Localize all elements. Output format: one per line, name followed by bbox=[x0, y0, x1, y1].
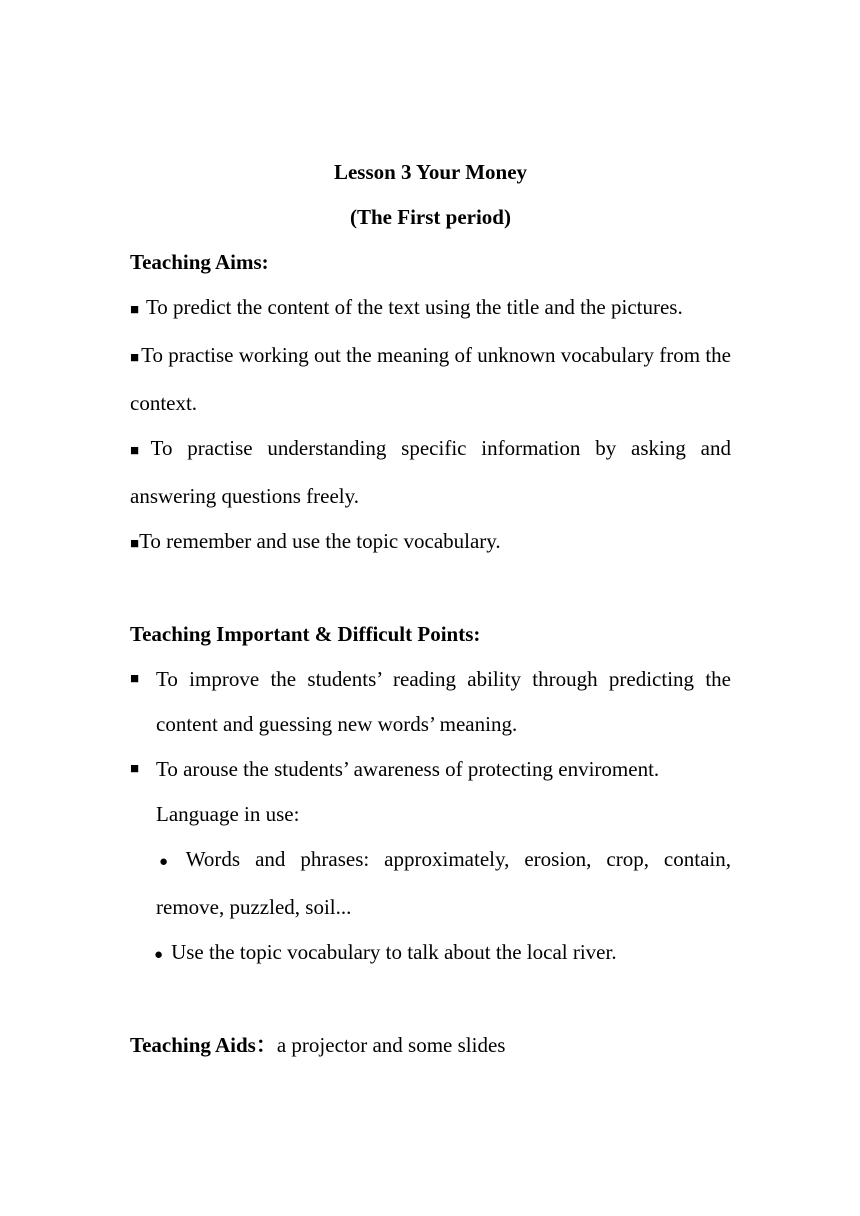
teaching-aids-text: a projector and some slides bbox=[276, 1033, 506, 1057]
language-item-text: Words and phrases: approximately, erosion, crop, contain, remove, puzzled, soil... bbox=[156, 847, 731, 919]
aim-item bbox=[130, 285, 731, 333]
aim-item bbox=[130, 519, 731, 567]
square-bullet-icon: ■ bbox=[130, 671, 140, 687]
language-item bbox=[130, 837, 731, 930]
point-item bbox=[130, 657, 731, 747]
dot-bullet-icon: ● bbox=[154, 947, 164, 963]
square-bullet-icon: ■ bbox=[130, 536, 140, 552]
language-item-text: Use the topic vocabulary to talk about the local river. bbox=[171, 940, 617, 964]
aim-item-text: To practise understanding specific information by asking and answering questions freely. bbox=[130, 436, 731, 508]
square-bullet-icon: ■ bbox=[130, 350, 140, 366]
aim-item bbox=[130, 426, 731, 519]
point-item bbox=[130, 747, 731, 792]
aim-item bbox=[130, 333, 731, 426]
lesson-subtitle: (The First period) bbox=[350, 205, 511, 229]
point-item-text: To arouse the students’ awareness of protecting enviroment. bbox=[156, 757, 660, 781]
teaching-aims-heading: Teaching Aims: bbox=[130, 250, 269, 274]
important-points-heading: Teaching Important & Difficult Points: bbox=[130, 622, 481, 646]
teaching-aids-line bbox=[130, 1023, 731, 1068]
aim-item-text: To predict the content of the text using the title and the pictures. bbox=[145, 295, 683, 319]
square-bullet-icon: ■ bbox=[130, 443, 149, 459]
language-item bbox=[130, 930, 731, 978]
aim-item-text: To remember and use the topic vocabulary. bbox=[139, 529, 501, 553]
dot-bullet-icon: ● bbox=[159, 854, 178, 870]
spacer bbox=[130, 567, 731, 612]
point-item-text: To improve the students’ reading ability through predicting the content and guessing new words’ meaning. bbox=[156, 667, 731, 736]
teaching-aids-colon: ： bbox=[255, 1033, 277, 1057]
square-bullet-icon: ■ bbox=[130, 761, 140, 777]
language-in-use-label: Language in use: bbox=[156, 802, 300, 826]
spacer bbox=[130, 978, 731, 1023]
lesson-title: Lesson 3 Your Money bbox=[333, 160, 528, 184]
aim-item-text: To practise working out the meaning of unknown vocabulary from the context. bbox=[130, 343, 731, 415]
square-bullet-icon: ■ bbox=[130, 302, 140, 318]
document-page bbox=[130, 150, 731, 1068]
teaching-aids-label: Teaching Aids bbox=[130, 1033, 256, 1057]
